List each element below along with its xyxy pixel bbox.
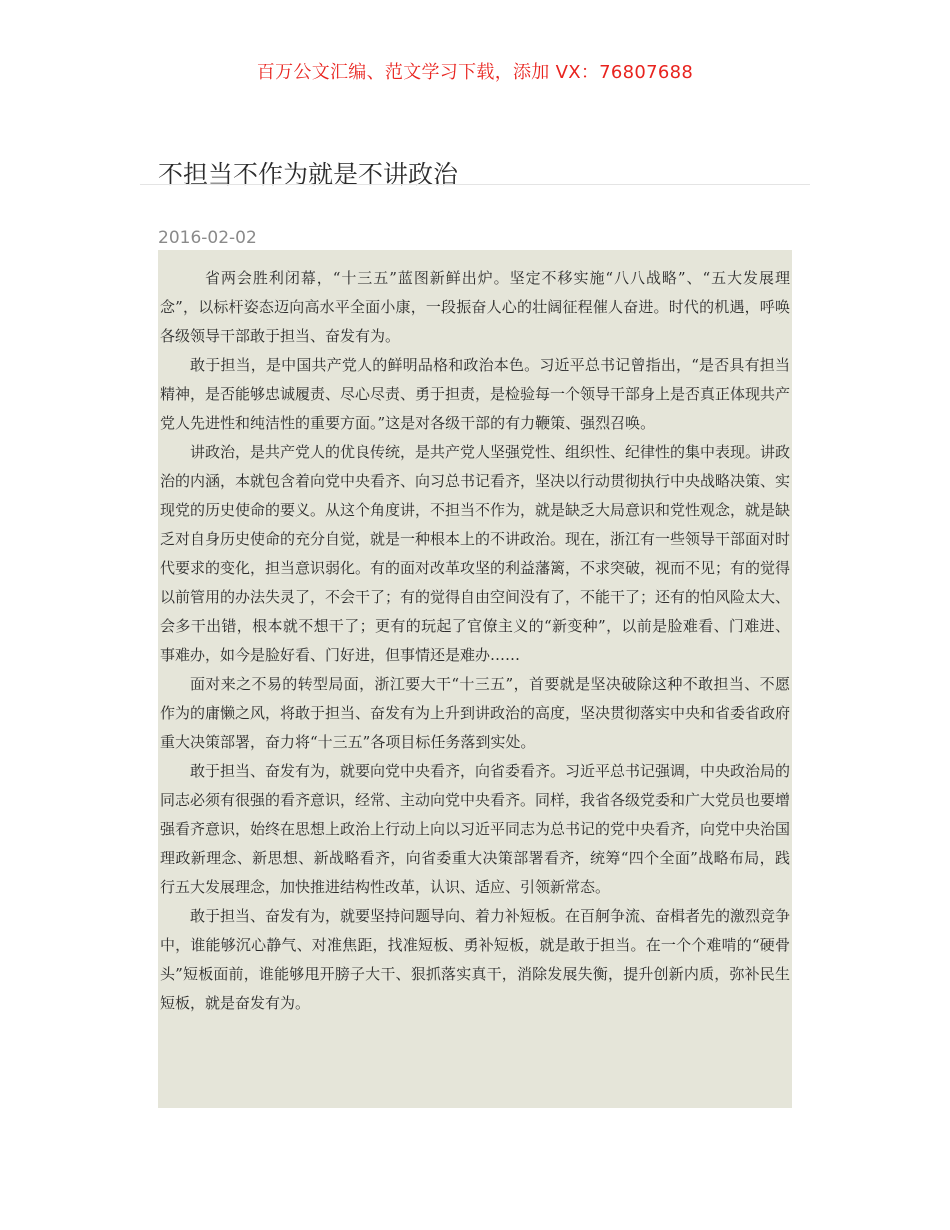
article-paragraph: 敢于担当、奋发有为，就要向党中央看齐，向省委看齐。习近平总书记强调，中央政治局的同志必须有很强的看齐意识，经常、主动向党中央看齐。同样，我省各级党委和广大党员也要增强看齐意识，始终在思想上政治上行动上向以习近平同志为总书记的党中央看齐，向党中央治国理政新理念、新思想、新战略看齐，向省委重大决策部署看齐，统筹“四个全面”战略布局，践行五大发展理念，加快推进结构性改革，认识、适应、引领新常态。 [160, 762, 791, 896]
article-paragraph: 讲政治，是共产党人的优良传统，是共产党人坚强党性、组织性、纪律性的集中表现。讲政治的内涵，本就包含着向党中央看齐、向习总书记看齐，坚决以行动贯彻执行中央战略决策、实现党的历史使命的要义。从这个角度讲，不担当不作为，就是缺乏大局意识和党性观念，就是缺乏对自身历史使命的充分自觉，就是一种根本上的不讲政治。现在，浙江有一些领导干部面对时代要求的变化，担当意识弱化。有的面对改革攻坚的利益藩篱，不求突破，视而不见；有的觉得以前管用的办法失灵了，不会干了；有的觉得自由空间没有了，不能干了；还有的怕风险太大、会多干出错，根本就不想干了；更有的玩起了官僚主义的“新变种”，以前是脸难看、门难进、事难办，如今是脸好看、门好进，但事情还是难办…… [160, 443, 791, 664]
promo-banner: 百万公文汇编、范文学习下载，添加 VX：76807688 [256, 62, 694, 83]
title-divider [140, 184, 810, 185]
article-paragraph: 敢于担当，是中国共产党人的鲜明品格和政治本色。习近平总书记曾指出，“是否具有担当精神，是否能够忠诚履责、尽心尽责、勇于担责，是检验每一个领导干部身上是否真正体现共产党人先进性和纯洁性的重要方面。”这是对各级干部的有力鞭策、强烈召唤。 [160, 356, 791, 432]
article-paragraph: 面对来之不易的转型局面，浙江要大干“十三五”，首要就是坚决破除这种不敢担当、不愿作为的庸懒之风，将敢于担当、奋发有为上升到讲政治的高度，坚决贯彻落实中央和省委省政府重大决策部署，奋力将“十三五”各项目标任务落到实处。 [160, 675, 791, 751]
article-title: 不担当不作为就是不讲政治 [158, 159, 459, 189]
article-paragraph: 省两会胜利闭幕，“十三五”蓝图新鲜出炉。坚定不移实施“八八战略”、“五大发展理念”，以标杆姿态迈向高水平全面小康，一段振奋人心的壮阔征程催人奋进。时代的机遇，呼唤各级领导干部敢于担当、奋发有为。 [160, 269, 790, 345]
article-body [158, 250, 792, 1108]
publish-date: 2016-02-02 [158, 228, 257, 248]
article-paragraph: 敢于担当、奋发有为，就要坚持问题导向、着力补短板。在百舸争流、奋楫者先的激烈竞争中，谁能够沉心静气、对准焦距，找准短板、勇补短板，就是敢于担当。在一个个难啃的“硬骨头”短板面前，谁能够甩开膀子大干、狠抓落实真干，消除发展失衡，提升创新内质，弥补民生短板，就是奋发有为。 [160, 907, 791, 1012]
